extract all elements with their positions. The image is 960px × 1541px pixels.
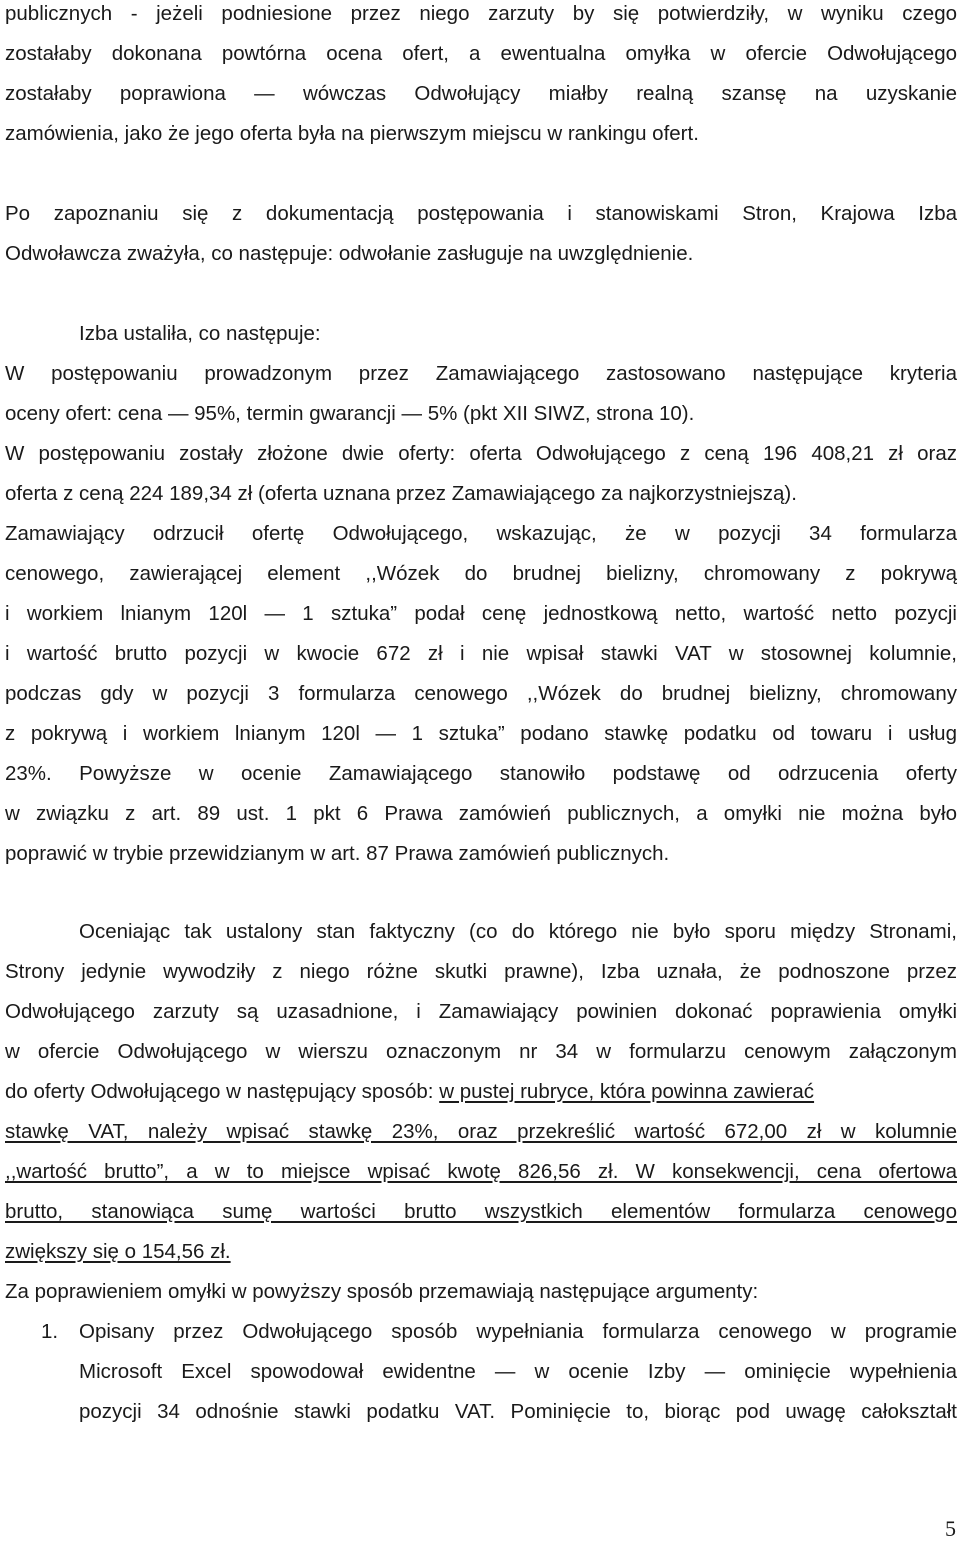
paragraph-line: i workiem lnianym 120l — 1 sztuka” podał cenę jednostkową netto, wartość netto pozycji (5, 602, 957, 625)
paragraph-line: w ofercie Odwołującego w wierszu oznaczonym nr 34 w formularzu cenowym załączonym (5, 1040, 957, 1063)
underlined-line: zwiększy się o 154,56 zł. (5, 1240, 231, 1263)
underlined-line: stawkę VAT, należy wpisać stawkę 23%, oraz przekreślić wartość 672,00 zł w kolumnie (5, 1120, 957, 1143)
underlined-line: brutto, stanowiąca sumę wartości brutto wszystkich elementów formularza cenowego (5, 1200, 957, 1223)
paragraph-line: W postępowaniu prowadzonym przez Zamawiającego zastosowano następujące kryteria (5, 362, 957, 385)
paragraph-line: cenowego, zawierającej element ,,Wózek do brudnej bielizny, chromowany z pokrywą (5, 562, 957, 585)
paragraph-line: Zamawiający odrzucił ofertę Odwołującego, wskazując, że w pozycji 34 formularza (5, 522, 957, 545)
paragraph-line: zostałaby dokonana powtórna ocena ofert, a ewentualna omyłka w ofercie Odwołującego (5, 42, 957, 65)
page-number: 5 (945, 1516, 956, 1541)
paragraph-line: poprawić w trybie przewidzianym w art. 87 Prawa zamówień publicznych. (5, 842, 670, 865)
paragraph-line: Odwołującego zarzuty są uzasadnione, i Zamawiający powinien dokonać poprawienia omyłki (5, 1000, 957, 1023)
paragraph-line: i wartość brutto pozycji w kwocie 672 zł i nie wpisał stawki VAT w stosownej kolumnie, (5, 642, 957, 665)
section-heading: Izba ustaliła, co następuje: (79, 322, 321, 345)
paragraph-line: podczas gdy w pozycji 3 formularza cenowego ,,Wózek do brudnej bielizny, chromowany (5, 682, 957, 705)
paragraph-line: zostałaby poprawiona — wówczas Odwołujący miałby realną szansę na uzyskanie (5, 82, 957, 105)
paragraph-line: Po zapoznaniu się z dokumentacją postępowania i stanowiskami Stron, Krajowa Izba (5, 202, 957, 225)
paragraph-line: publicznych - jeżeli podniesione przez niego zarzuty by się potwierdziły, w wyniku czego (5, 2, 957, 25)
paragraph-line: z pokrywą i workiem lnianym 120l — 1 sztuka” podano stawkę podatku od towaru i usług (5, 722, 957, 745)
paragraph-line: w związku z art. 89 ust. 1 pkt 6 Prawa zamówień publicznych, a omyłki nie można było (5, 802, 957, 825)
paragraph-text: do oferty Odwołującego w następujący sposób: (5, 1080, 440, 1103)
paragraph-line: W postępowaniu zostały złożone dwie oferty: oferta Odwołującego z ceną 196 408,21 zł oraz (5, 442, 957, 465)
paragraph-line: zamówienia, jako że jego oferta była na pierwszym miejscu w rankingu ofert. (5, 122, 699, 145)
paragraph-line: Za poprawieniem omyłki w powyższy sposób przemawiają następujące argumenty: (5, 1280, 759, 1303)
list-item-line: Microsoft Excel spowodował ewidentne — w ocenie Izby — ominięcie wypełnienia (79, 1360, 957, 1383)
list-number: 1. (41, 1320, 59, 1343)
paragraph-line: Oceniając tak ustalony stan faktyczny (co do którego nie było sporu między Stronami, (79, 920, 957, 943)
underlined-line: ,,wartość brutto”, a w to miejsce wpisać kwotę 826,56 zł. W konsekwencji, cena ofertowa (5, 1160, 957, 1183)
paragraph-line: 23%. Powyższe w ocenie Zamawiającego stanowiło podstawę od odrzucenia oferty (5, 762, 957, 785)
list-item-line: pozycji 34 odnośnie stawki podatku VAT. Pominięcie to, biorąc pod uwagę całokształt (79, 1400, 957, 1423)
paragraph-line: oferta z ceną 224 189,34 zł (oferta uznana przez Zamawiającego za najkorzystniejszą). (5, 482, 797, 505)
paragraph-line: oceny ofert: cena — 95%, termin gwarancji — 5% (pkt XII SIWZ, strona 10). (5, 402, 695, 425)
paragraph-line: Odwoławcza zważyła, co następuje: odwołanie zasługuje na uwzględnienie. (5, 242, 694, 265)
underlined-text: w pustej rubryce, która powinna zawierać (439, 1080, 815, 1103)
list-item-line: Opisany przez Odwołującego sposób wypełniania formularza cenowego w programie (79, 1320, 957, 1343)
paragraph-line: Strony jedynie wywodziły z niego różne skutki prawne), Izba uznała, że podnoszone przez (5, 960, 957, 983)
paragraph-line-mixed (5, 1078, 957, 1106)
